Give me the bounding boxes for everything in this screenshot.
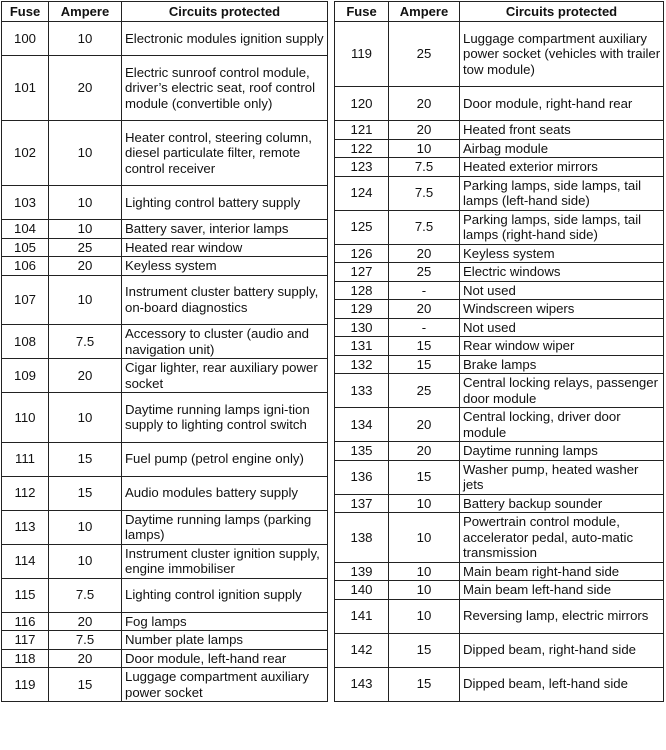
ampere-cell: 10 [49,186,122,220]
table-row [335,408,664,442]
fuse-cell: 110 [2,393,49,443]
circuits-cell: Instrument cluster ignition supply, engine immobiliser [122,544,328,578]
table-row [335,494,664,513]
circuits-cell: Not used [460,281,664,300]
ampere-cell: 15 [389,667,460,701]
table-row [2,325,328,359]
fuse-table-left-body [2,22,328,702]
ampere-cell: 20 [49,612,122,631]
ampere-cell: 10 [389,599,460,633]
ampere-cell: 20 [389,244,460,263]
ampere-cell: 15 [389,337,460,356]
circuits-cell: Instrument cluster battery supply, on-board diagnostics [122,275,328,325]
fuse-cell: 128 [335,281,389,300]
circuits-cell: Airbag module [460,139,664,158]
ampere-cell: 15 [49,668,122,702]
ampere-cell: 25 [389,22,460,87]
circuits-cell: Daytime running lamps [460,442,664,461]
table-row [335,158,664,177]
circuits-cell: Luggage compartment auxiliary power socket (vehicles with trailer tow module) [460,22,664,87]
fuse-cell: 112 [2,476,49,510]
ampere-cell: 10 [49,220,122,239]
table-row [2,220,328,239]
circuits-cell: Lighting control battery supply [122,186,328,220]
circuits-cell: Washer pump, heated washer jets [460,460,664,494]
ampere-cell: 7.5 [49,631,122,650]
circuits-cell: Keyless system [460,244,664,263]
circuits-cell: Fog lamps [122,612,328,631]
circuits-cell: Electric sunroof control module, driver’s electric seat, roof control module (convertible only) [122,56,328,121]
fuse-cell: 102 [2,121,49,186]
circuits-cell: Dipped beam, right-hand side [460,633,664,667]
ampere-cell: 20 [49,56,122,121]
fuse-cell: 120 [335,87,389,121]
ampere-cell: 20 [389,121,460,140]
table-row [335,318,664,337]
ampere-cell: 20 [389,300,460,319]
table-row [2,121,328,186]
table-row [335,599,664,633]
fuse-cell: 129 [335,300,389,319]
fuse-table-right-body [335,22,664,702]
ampere-cell: 10 [49,544,122,578]
fuse-table-left [1,1,328,702]
circuits-cell: Windscreen wipers [460,300,664,319]
table-row [2,442,328,476]
ampere-cell: 10 [49,22,122,56]
table-row [335,562,664,581]
table-row [335,244,664,263]
table-row [2,257,328,276]
fuse-column-header: Fuse [335,2,389,22]
table-row [2,510,328,544]
fuse-cell: 131 [335,337,389,356]
fuse-cell: 108 [2,325,49,359]
circuits-column-header: Circuits protected [460,2,664,22]
ampere-cell: 15 [389,460,460,494]
fuse-column-header: Fuse [2,2,49,22]
circuits-cell: Daytime running lamps igni-tion supply to lighting control switch [122,393,328,443]
fuse-cell: 134 [335,408,389,442]
circuits-cell: Heated exterior mirrors [460,158,664,177]
fuse-cell: 101 [2,56,49,121]
fuse-cell: 103 [2,186,49,220]
table-row [2,238,328,257]
fuse-cell: 142 [335,633,389,667]
table-row [335,176,664,210]
circuits-cell: Heater control, steering column, diesel particulate filter, remote control receiver [122,121,328,186]
table-row [2,544,328,578]
header-row [2,2,328,22]
ampere-cell: 20 [49,257,122,276]
table-row [2,476,328,510]
ampere-cell: 10 [49,275,122,325]
table-row [335,374,664,408]
ampere-cell: - [389,281,460,300]
ampere-cell: 7.5 [49,578,122,612]
ampere-cell: 15 [49,476,122,510]
circuits-cell: Door module, right-hand rear [460,87,664,121]
table-row [335,210,664,244]
table-row [335,633,664,667]
table-row [335,581,664,600]
ampere-cell: 7.5 [389,176,460,210]
circuits-cell: Heated rear window [122,238,328,257]
ampere-column-header: Ampere [49,2,122,22]
header-row [335,2,664,22]
fuse-cell: 133 [335,374,389,408]
circuits-cell: Not used [460,318,664,337]
ampere-cell: 10 [49,510,122,544]
circuits-cell: Electric windows [460,263,664,282]
fuse-cell: 125 [335,210,389,244]
table-row [2,186,328,220]
circuits-cell: Main beam left-hand side [460,581,664,600]
fuse-cell: 124 [335,176,389,210]
fuse-cell: 118 [2,649,49,668]
table-row [335,121,664,140]
ampere-cell: 25 [389,263,460,282]
ampere-cell: 10 [389,494,460,513]
circuits-cell: Dipped beam, left-hand side [460,667,664,701]
ampere-cell: 25 [49,238,122,257]
table-row [2,22,328,56]
circuits-cell: Number plate lamps [122,631,328,650]
fuse-cell: 117 [2,631,49,650]
ampere-cell: 10 [49,393,122,443]
ampere-cell: 20 [49,359,122,393]
fuse-cell: 119 [335,22,389,87]
fuse-cell: 114 [2,544,49,578]
table-row [335,139,664,158]
circuits-column-header: Circuits protected [122,2,328,22]
circuits-cell: Reversing lamp, electric mirrors [460,599,664,633]
table-row [335,460,664,494]
circuits-cell: Fuel pump (petrol engine only) [122,442,328,476]
circuits-cell: Cigar lighter, rear auxiliary power socket [122,359,328,393]
circuits-cell: Accessory to cluster (audio and navigation unit) [122,325,328,359]
fuse-cell: 100 [2,22,49,56]
ampere-cell: - [389,318,460,337]
ampere-cell: 10 [389,513,460,563]
fuse-cell: 143 [335,667,389,701]
table-row [335,442,664,461]
circuits-cell: Lighting control ignition supply [122,578,328,612]
fuse-cell: 121 [335,121,389,140]
table-row [2,275,328,325]
fuse-cell: 123 [335,158,389,177]
ampere-cell: 10 [389,139,460,158]
fuse-cell: 109 [2,359,49,393]
fuse-cell: 122 [335,139,389,158]
circuits-cell: Central locking, driver door module [460,408,664,442]
table-row [2,631,328,650]
ampere-cell: 15 [389,633,460,667]
ampere-cell: 10 [389,581,460,600]
table-row [335,87,664,121]
fuse-cell: 132 [335,355,389,374]
ampere-cell: 15 [389,355,460,374]
ampere-cell: 10 [49,121,122,186]
table-row [335,667,664,701]
fuse-cell: 106 [2,257,49,276]
table-row [2,612,328,631]
table-row [335,22,664,87]
circuits-cell: Luggage compartment auxiliary power socket [122,668,328,702]
fuse-cell: 136 [335,460,389,494]
fuse-cell: 140 [335,581,389,600]
circuits-cell: Keyless system [122,257,328,276]
fuse-cell: 104 [2,220,49,239]
table-row [2,649,328,668]
fuse-cell: 105 [2,238,49,257]
circuits-cell: Electronic modules ignition supply [122,22,328,56]
circuits-cell: Powertrain control module, accelerator pedal, auto-matic transmission [460,513,664,563]
fuse-cell: 113 [2,510,49,544]
ampere-cell: 25 [389,374,460,408]
fuse-cell: 137 [335,494,389,513]
ampere-cell: 20 [389,408,460,442]
circuits-cell: Parking lamps, side lamps, tail lamps (left-hand side) [460,176,664,210]
circuits-cell: Battery saver, interior lamps [122,220,328,239]
table-row [2,56,328,121]
table-row [2,578,328,612]
fuse-cell: 130 [335,318,389,337]
fuse-cell: 119 [2,668,49,702]
fuse-cell: 111 [2,442,49,476]
fuse-cell: 126 [335,244,389,263]
circuits-cell: Rear window wiper [460,337,664,356]
table-row [335,337,664,356]
ampere-cell: 20 [389,87,460,121]
fuse-cell: 138 [335,513,389,563]
table-row [335,355,664,374]
circuits-cell: Heated front seats [460,121,664,140]
ampere-column-header: Ampere [389,2,460,22]
circuits-cell: Audio modules battery supply [122,476,328,510]
circuits-cell: Daytime running lamps (parking lamps) [122,510,328,544]
circuits-cell: Door module, left-hand rear [122,649,328,668]
table-row [2,359,328,393]
circuits-cell: Central locking relays, passenger door module [460,374,664,408]
fuse-cell: 139 [335,562,389,581]
fuse-cell: 107 [2,275,49,325]
ampere-cell: 7.5 [389,158,460,177]
ampere-cell: 15 [49,442,122,476]
table-row [335,263,664,282]
fuse-table-right [334,1,664,702]
circuits-cell: Main beam right-hand side [460,562,664,581]
ampere-cell: 10 [389,562,460,581]
table-row [2,393,328,443]
circuits-cell: Brake lamps [460,355,664,374]
fuse-cell: 116 [2,612,49,631]
table-row [2,668,328,702]
fuse-cell: 135 [335,442,389,461]
table-row [335,300,664,319]
ampere-cell: 20 [49,649,122,668]
table-row [335,281,664,300]
circuits-cell: Parking lamps, side lamps, tail lamps (right-hand side) [460,210,664,244]
circuits-cell: Battery backup sounder [460,494,664,513]
table-row [335,513,664,563]
ampere-cell: 20 [389,442,460,461]
ampere-cell: 7.5 [49,325,122,359]
fuse-cell: 127 [335,263,389,282]
fuse-cell: 115 [2,578,49,612]
ampere-cell: 7.5 [389,210,460,244]
fuse-cell: 141 [335,599,389,633]
